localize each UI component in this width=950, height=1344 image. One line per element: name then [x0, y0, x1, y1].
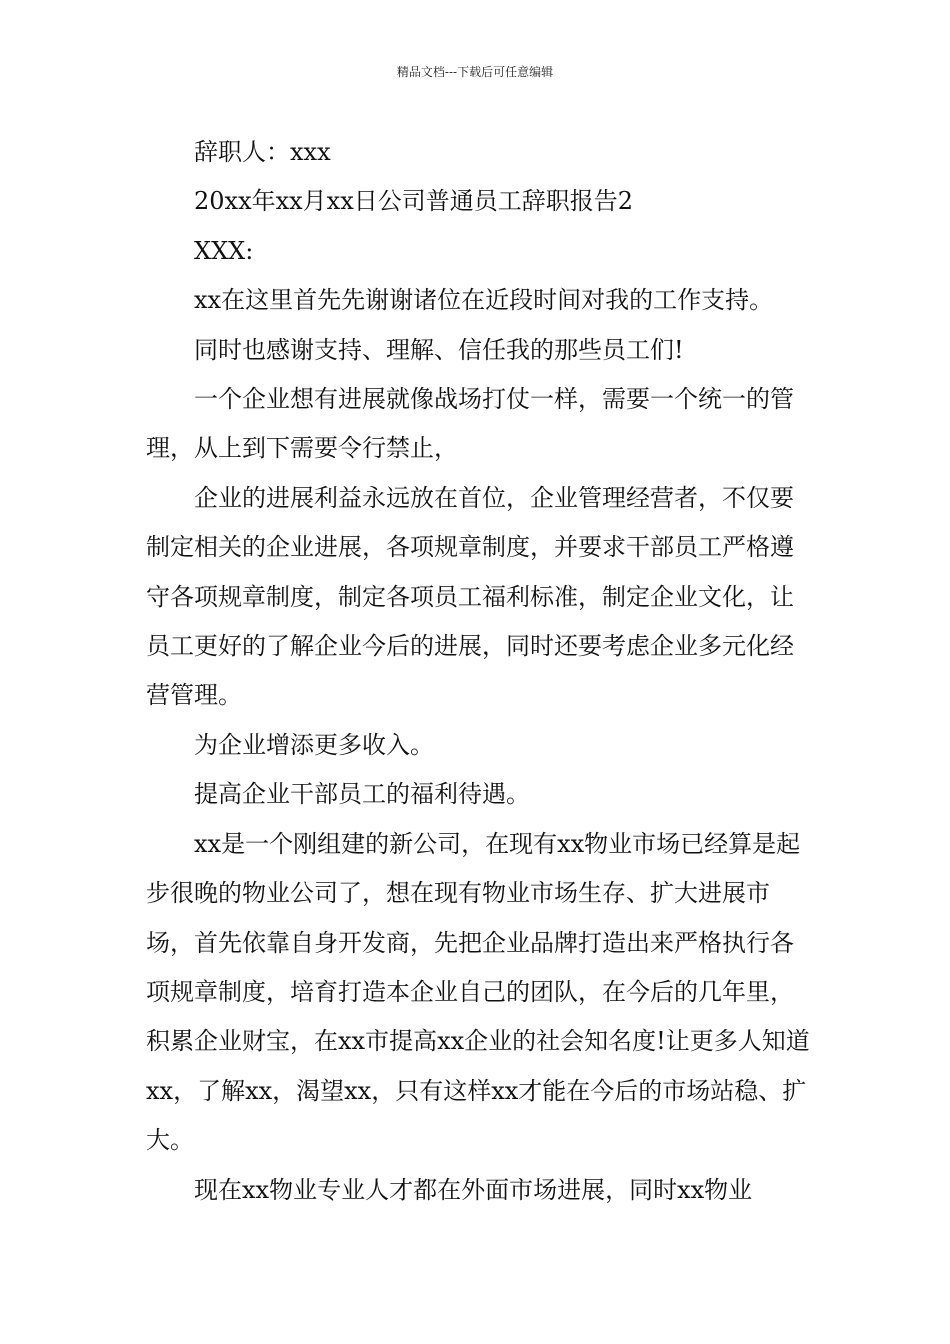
paragraph: 为企业增添更多收入。: [194, 730, 434, 759]
paragraph: 现在xx物业专业人才都在外面市场进展，同时xx物业: [194, 1175, 753, 1204]
date-title-line: 20xx年xx月xx日公司普通员工辞职报告2: [194, 187, 634, 216]
signature-line: 辞职人：xxx: [194, 138, 331, 166]
paragraph: 同时也感谢支持、理解、信任我的那些员工们!: [194, 335, 684, 364]
paragraph: 企业的进展利益永远放在首位，企业管理经营者，不仅要制定相关的企业进展，各项规章制度，并要求干部员工严格遵守各项规章制度，制定各项员工福利标准，制定企业文化，让员工更好的了解企业今后的进展，同时还要考虑企业多元化经营管理。: [146, 483, 794, 710]
paragraph: xx是一个刚组建的新公司，在现有xx物业市场已经算是起步很晚的物业公司了，想在现有物业市场生存、扩大进展市场，首先依靠自身开发商，先把企业品牌打造出来严格执行各项规章制度，培育打造本企业自己的团队，在今后的几年里，积累企业财宝，在xx市提高xx企业的社会知名度!让更多人知道xx，了解xx，渴望xx，只有这样xx才能在今后的市场站稳、扩大。: [146, 829, 810, 1155]
paragraph: 提高企业干部员工的福利待遇。: [194, 780, 530, 809]
page-header: 精品文档---下载后可任意编辑: [396, 65, 554, 79]
salutation: XXX:: [194, 236, 254, 265]
paragraph: 一个企业想有进展就像战场打仗一样，需要一个统一的管理，从上到下需要令行禁止，: [146, 385, 794, 463]
document-body: [146, 128, 810, 1215]
paragraph: xx在这里首先先谢谢诸位在近段时间对我的工作支持。: [194, 286, 774, 315]
